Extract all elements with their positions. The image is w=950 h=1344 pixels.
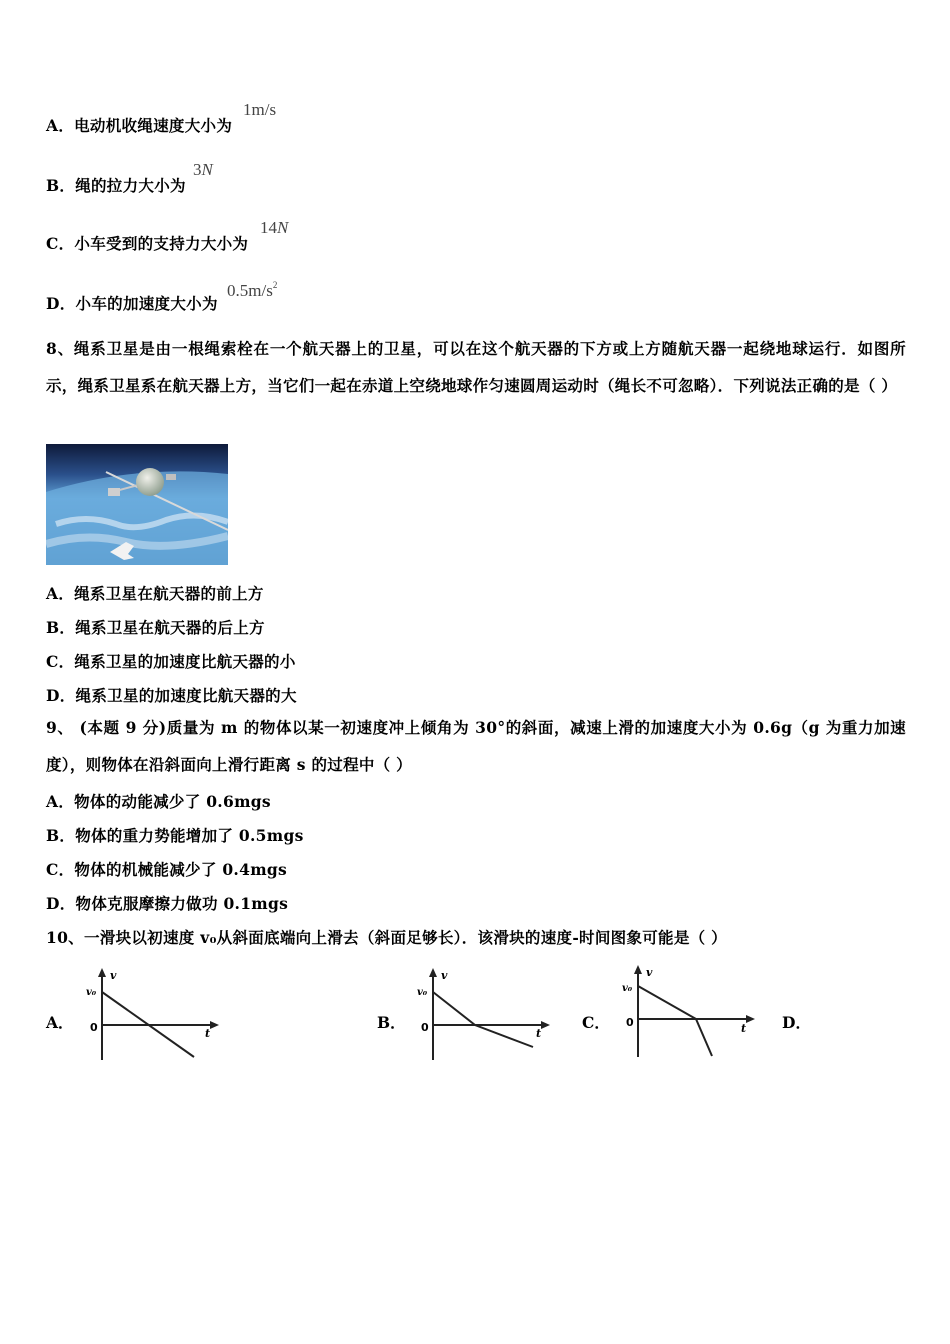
origin-label: 0: [421, 1021, 429, 1034]
v0-label: v₀: [86, 987, 97, 998]
q8-stem: 8、绳系卫星是由一根绳索栓在一个航天器上的卫星，可以在这个航天器的下方或上方随航天器一起绕地球运行．如图所示，绳系卫星系在航天器上方，当它们一起在赤道上空绕地球作匀速圆周运动时（绳长不可忽略）．下列说法正确的是（ ）: [46, 339, 906, 395]
t-label: t: [205, 1027, 211, 1040]
q7-option-a-label: A．电动机收绳速度大小为: [46, 116, 233, 135]
q10-option-c-label: C．: [582, 1013, 610, 1032]
q10-option-d-label: D．: [782, 1013, 811, 1032]
q7-option-b-value: 3N: [193, 160, 213, 179]
q7-option-b-label: B．绳的拉力大小为: [46, 176, 186, 195]
q9-option-b: B．物体的重力势能增加了 0.5mgs: [46, 826, 304, 845]
v0-label: v₀: [622, 983, 633, 994]
q9-option-d: D．物体克服摩擦力做功 0.1mgs: [46, 894, 289, 913]
q9-option-c: C．物体的机械能减少了 0.4mgs: [46, 860, 288, 879]
q8-option-d: D．绳系卫星的加速度比航天器的大: [46, 686, 297, 705]
t-label: t: [536, 1027, 542, 1040]
q7-option-b: [46, 174, 186, 196]
q9-option-a: A．物体的动能减少了 0.6mgs: [46, 792, 271, 811]
q7-option-d: [46, 292, 218, 314]
q10-graph-b: [415, 965, 555, 1065]
velocity-line: [638, 986, 712, 1056]
v-label: v: [110, 969, 117, 982]
q8-option-b: B．绳系卫星在航天器的后上方: [46, 618, 265, 637]
q7-option-a: [46, 114, 232, 136]
origin-label: 0: [90, 1021, 98, 1034]
v-label: v: [441, 969, 448, 982]
q7-option-d-label: D．小车的加速度大小为: [46, 294, 218, 313]
q7-option-d-value: $0.5m/s^2$: [227, 280, 278, 300]
q10-option-a-label: A．: [46, 1013, 74, 1032]
q7-option-a-value: 1m/s: [243, 100, 277, 119]
q8-option-a: A．绳系卫星在航天器的前上方: [46, 584, 264, 603]
v-label: v: [646, 966, 653, 979]
velocity-line: [433, 992, 533, 1047]
satellite-photo: [46, 444, 228, 565]
origin-label: 0: [626, 1016, 634, 1029]
q7-option-c: [46, 232, 248, 254]
q8-option-c: C．绳系卫星的加速度比航天器的小: [46, 652, 296, 671]
v0-label: v₀: [417, 987, 428, 998]
q7-option-c-label: C．小车受到的支持力大小为: [46, 234, 249, 253]
q10-graph-c: [620, 962, 760, 1062]
q10-graph-a: [84, 965, 224, 1065]
q9-stem: 9、 (本题 9 分)质量为 m 的物体以某一初速度冲上倾角为 30°的斜面，减速上滑的加速度大小为 0.6g（g 为重力加速度），则物体在沿斜面向上滑行距离 s 的过程中（ ）: [46, 718, 906, 774]
tethered-satellite-illustration: [46, 444, 228, 565]
q7-option-c-value: 14N: [260, 218, 289, 237]
q10-option-b-label: B．: [377, 1013, 406, 1032]
t-label: t: [741, 1022, 747, 1035]
q10-stem: 10、一滑块以初速度 v₀从斜面底端向上滑去（斜面足够长）．该滑块的速度-时间图象可能是（ ）: [46, 928, 727, 947]
